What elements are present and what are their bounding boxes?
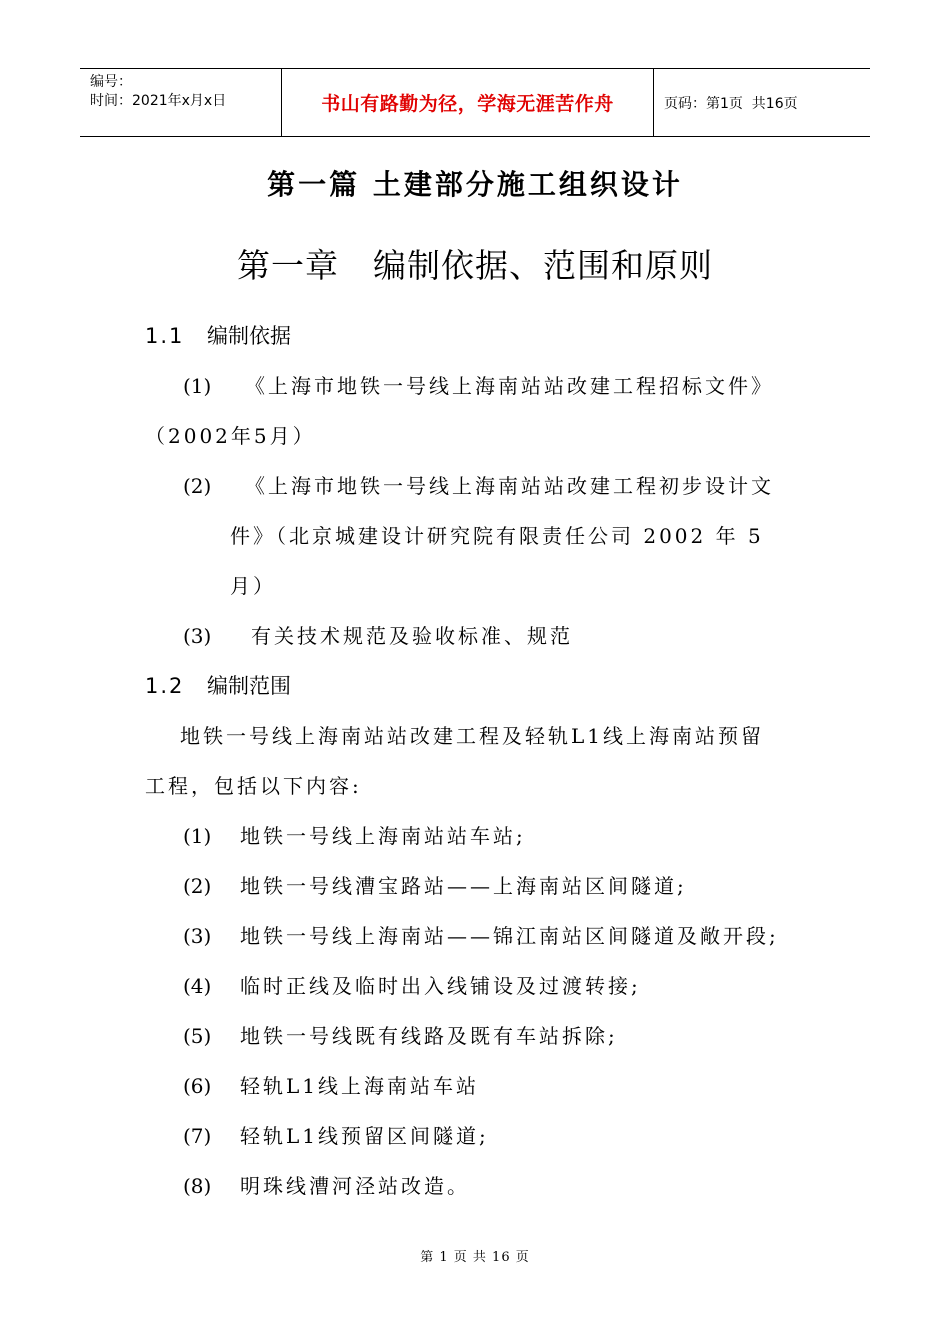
list-item	[183, 820, 526, 849]
item-continuation: （2002年5月）	[145, 424, 316, 448]
chapter-number: 第一章	[237, 246, 339, 285]
list-item	[183, 1020, 618, 1049]
item-marker: (4)	[183, 974, 212, 998]
section-title: 编制依据	[207, 324, 291, 348]
list-item	[183, 970, 641, 999]
number-label: 编号：	[90, 74, 132, 90]
item-marker: (2)	[183, 474, 212, 498]
chapter-name: 编制依据、范围和原则	[373, 246, 713, 285]
list-item	[183, 920, 779, 949]
item-text: 地铁一号线漕宝路站——上海南站区间隧道;	[240, 874, 687, 898]
item-marker: (7)	[183, 1124, 212, 1148]
item-text: 地铁一号线上海南站——锦江南站区间隧道及敞开段;	[240, 924, 779, 948]
item-continuation: 件》（北京城建设计研究院有限责任公司 2002 年 5	[230, 524, 764, 548]
item-marker: (5)	[183, 1024, 212, 1048]
list-item	[183, 470, 774, 499]
item-text: 轻轨L1线上海南站车站	[240, 1074, 480, 1098]
item-text: 明珠线漕河泾站改造。	[240, 1174, 470, 1198]
item-text: 有关技术规范及验收标准、规范	[251, 624, 573, 648]
section-number: 1.1	[145, 324, 185, 348]
item-marker: (3)	[183, 924, 212, 948]
item-marker: (2)	[183, 874, 212, 898]
section-number: 1.2	[145, 674, 185, 698]
list-item	[183, 1120, 489, 1149]
section-title: 编制范围	[207, 674, 291, 698]
page-info-text: 页码：第1页 共16页	[664, 95, 798, 112]
item-text: 轻轨L1线预留区间隧道;	[240, 1124, 489, 1148]
header-meta	[80, 69, 281, 136]
item-text: 地铁一号线上海南站站车站;	[240, 824, 526, 848]
time-label: 时间：2021年x月x日	[90, 93, 227, 109]
item-marker: (6)	[183, 1074, 212, 1098]
document-header	[80, 68, 870, 137]
list-item	[183, 1170, 470, 1199]
header-page-info	[654, 69, 870, 136]
section-heading	[145, 670, 291, 700]
page-footer: 第 1 页 共 16 页	[420, 1250, 530, 1265]
item-marker: (1)	[183, 824, 212, 848]
item-text: 《上海市地铁一号线上海南站站改建工程初步设计文	[245, 474, 774, 498]
list-item	[183, 370, 774, 399]
list-item	[183, 1070, 479, 1099]
list-item	[183, 620, 573, 649]
intro-continuation: 工程，包括以下内容:	[145, 774, 362, 798]
item-text: 地铁一号线既有线路及既有车站拆除;	[240, 1024, 618, 1048]
list-item	[183, 870, 687, 899]
item-text: 《上海市地铁一号线上海南站站改建工程招标文件》	[245, 374, 774, 398]
item-marker: (8)	[183, 1174, 212, 1198]
part-title: 第一篇 土建部分施工组织设计	[267, 168, 683, 201]
chapter-title	[0, 240, 950, 287]
section-heading	[145, 320, 291, 350]
item-marker: (1)	[183, 374, 212, 398]
header-motto: 书山有路勤为径，学海无涯苦作舟	[281, 69, 654, 136]
item-marker: (3)	[183, 624, 212, 648]
item-text: 临时正线及临时出入线铺设及过渡转接;	[240, 974, 641, 998]
intro-paragraph: 地铁一号线上海南站站改建工程及轻轨L1线上海南站预留	[180, 724, 765, 748]
item-continuation: 月）	[230, 574, 276, 598]
